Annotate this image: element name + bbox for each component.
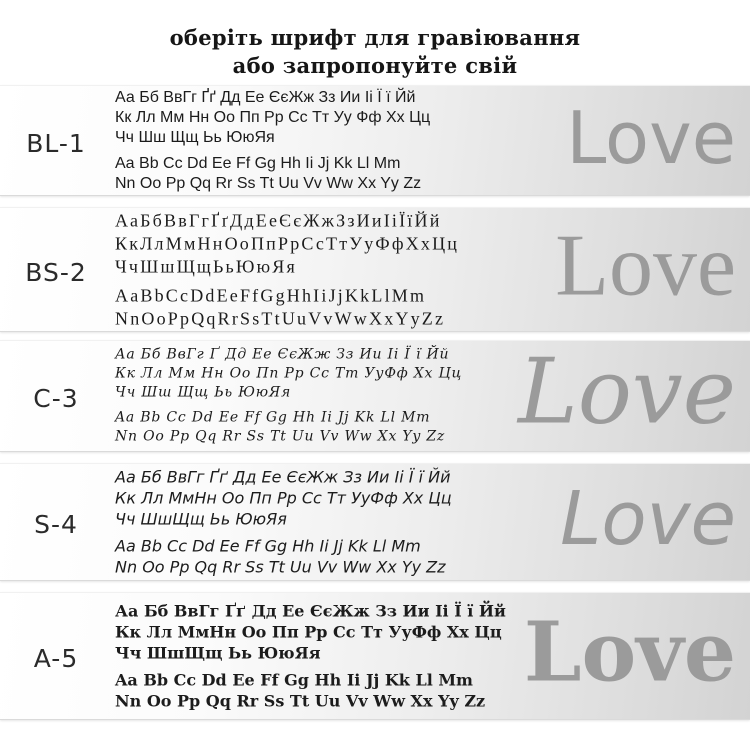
latin-line: NnOoPpQqRrSsTtUuVvWwXxYyZz xyxy=(115,308,446,328)
cyrillic-line: АаБбВвГгҐґДдЕеЄєЖжЗзИиІіЇїЙй xyxy=(115,210,442,230)
latin-line: Aa Bb Cc Dd Ee Ff Gg Hh Ii Jj Kk Ll Mm xyxy=(115,536,421,556)
latin-line: AaBbCcDdEeFfGgHhIiJjKkLlMm xyxy=(115,285,427,305)
cyrillic-line: Чч Шш Щщ Ьь ЮюЯя xyxy=(115,128,275,146)
cyrillic-line: Аа Бб ВвГг Ґґ Дд Ее ЄєЖж Зз Ии Іі Ї ї Йй xyxy=(115,601,506,621)
engraving-preview: Love xyxy=(555,216,736,314)
cyrillic-line: Чч Шш Щщ Ьь ЮюЯя xyxy=(115,384,292,401)
engraving-preview: Love xyxy=(517,339,736,445)
cyrillic-line: Аа Бб ВвГг Ґ Дд Ее ЄєЖж Зз Ии Іі Ї ї Йй xyxy=(115,346,450,363)
font-code: C-3 xyxy=(33,383,79,413)
cyrillic-line: Кк Лл МмНн Оо Пп Рр Сс Тт УуФф Хх Цц xyxy=(115,622,502,642)
font-code: A-5 xyxy=(33,643,79,673)
latin-line: Aa Bb Cc Dd Ee Ff Gg Hh Ii Jj Kk Ll Mm xyxy=(115,670,473,690)
engraving-preview: Love xyxy=(560,476,736,563)
cyrillic-line: Кк Лл МмНн Оо Пп Рр Сс Тт УуФф Хх Цц xyxy=(115,488,452,508)
latin-line: Nn Oo Pp Qq Rr Ss Tt Uu Vv Ww Xx Yy Zz xyxy=(115,174,422,192)
engraving-preview: Love xyxy=(566,95,736,180)
alphabet-sample xyxy=(115,346,462,447)
font-row-a5[interactable] xyxy=(0,592,750,720)
font-code: S-4 xyxy=(34,509,78,539)
font-row-bl1[interactable] xyxy=(0,85,750,196)
cyrillic-line: Аа Бб ВвГг Ґґ Дд Ее ЄєЖж Зз Ии Іі Ї ї Йй xyxy=(115,467,451,487)
latin-line: Nn Oo Pp Qq Rr Ss Tt Uu Vv Ww Xx Yy Zz xyxy=(115,557,446,577)
font-row-bs2[interactable] xyxy=(0,207,750,332)
page-title-line1: оберіть шрифт для гравіювання xyxy=(169,25,581,50)
cyrillic-line: Кк Лл Мм Нн Оо Пп Рр Сс Тт УуФф Хх Цц xyxy=(115,365,463,382)
cyrillic-line: Аа Бб ВвГг Ґґ Дд Ее ЄєЖж Зз Ии Іі Ї ї Йй xyxy=(115,88,416,106)
cyrillic-line: Кк Лл Мм Нн Оо Пп Рр Сс Тт Уу Фф Хх Цц xyxy=(115,108,431,126)
page-title-line2: або запропонуйте свій xyxy=(232,53,518,79)
latin-line: Nn Oo Pp Qq Rr Ss Tt Uu Vv Ww Xx Yy Zz xyxy=(115,691,486,711)
latin-line: Aa Bb Cc Dd Ee Ff Gg Hh Ii Jj Kk Ll Mm xyxy=(115,154,401,172)
cyrillic-line: Чч ШшЩщ Ьь ЮюЯя xyxy=(115,643,321,663)
font-row-s4[interactable] xyxy=(0,463,750,581)
latin-line: Nn Oo Pp Qq Rr Ss Tt Uu Vv Ww Xx Yy Zz xyxy=(115,428,446,445)
cyrillic-line: КкЛлМмНнОоПпРрСсТтУуФфХхЦц xyxy=(115,233,460,253)
alphabet-sample xyxy=(115,601,506,712)
cyrillic-line: ЧчШшЩщЬьЮюЯя xyxy=(115,256,297,276)
engraving-preview: Love xyxy=(523,604,736,701)
alphabet-sample xyxy=(115,88,430,194)
font-row-c3[interactable] xyxy=(0,340,750,452)
page-title xyxy=(0,24,750,81)
alphabet-sample xyxy=(115,209,459,330)
cyrillic-line: Чч ШшЩщ Ьь ЮюЯя xyxy=(115,509,287,529)
alphabet-sample xyxy=(115,467,452,578)
font-code: BS-2 xyxy=(25,257,87,287)
latin-line: Aa Bb Cc Dd Ee Ff Gg Hh Ii Jj Kk Ll Mm xyxy=(115,409,431,426)
font-code: BL-1 xyxy=(26,128,86,158)
